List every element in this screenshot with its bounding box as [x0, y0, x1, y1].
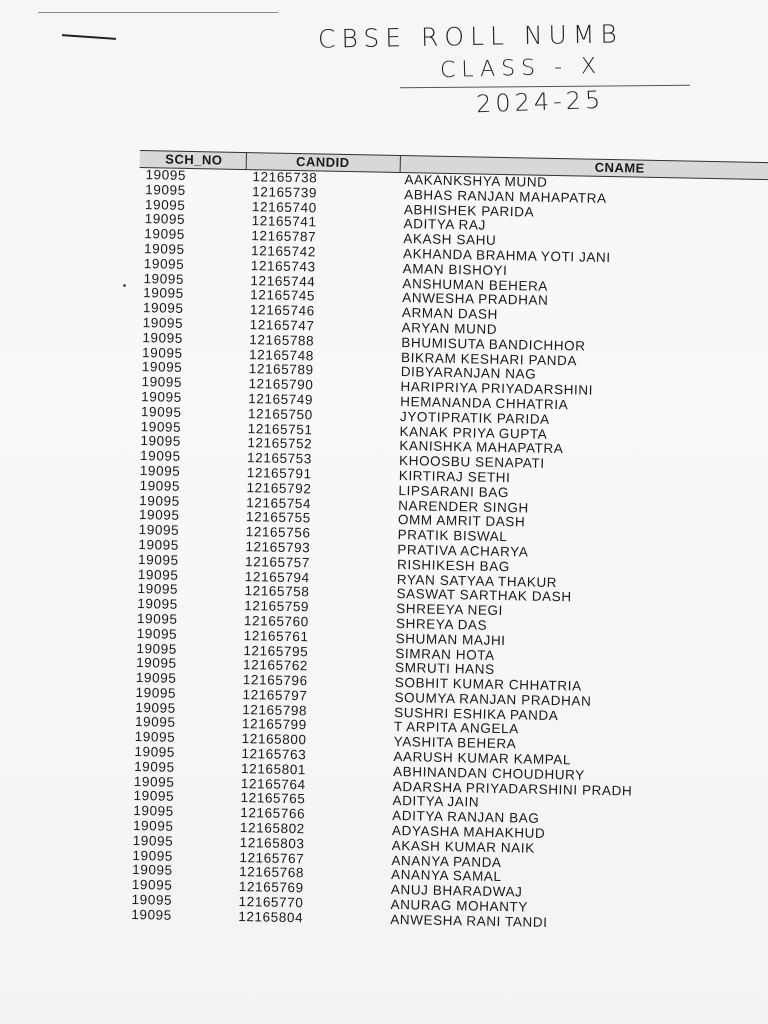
- cell-cname: PRATIK BISWAL: [397, 527, 508, 545]
- cell-cname: KANISHKA MAHAPATRA: [399, 438, 564, 457]
- cell-cname: SIMRAN HOTA: [395, 645, 495, 663]
- table-body: [125, 168, 768, 936]
- cell-sch-no: 19095: [141, 359, 183, 376]
- cell-candid: 12165764: [240, 775, 306, 792]
- cell-candid: 12165793: [245, 539, 311, 556]
- cell-candid: 12165760: [243, 612, 309, 630]
- cell-cname: JYOTIPRATIK PARIDA: [399, 408, 550, 427]
- cell-cname: ADARSHA PRIYADARSHINI PRADH: [392, 778, 633, 799]
- cell-candid: 12165799: [241, 716, 308, 733]
- roll-number-table: [125, 150, 768, 936]
- header-sch-no: SCH_NO: [142, 151, 247, 169]
- cell-cname: AARUSH KUMAR KAMPAL: [393, 749, 572, 768]
- cell-cname: HEMANANDA CHHATRIA: [400, 393, 569, 413]
- cell-sch-no: 19095: [131, 892, 173, 908]
- cell-cname: ANANYA SAMAL: [390, 867, 502, 885]
- cell-cname: KIRTIRAJ SETHI: [398, 467, 511, 486]
- cell-sch-no: 19095: [134, 758, 175, 775]
- handwritten-class: CLASS - X: [439, 53, 603, 84]
- handwritten-year: 2024-25: [475, 85, 605, 119]
- header-cname: CNAME: [594, 159, 645, 176]
- cell-candid: 12165740: [251, 198, 317, 215]
- cell-candid: 12165759: [244, 598, 310, 615]
- cell-sch-no: 19095: [132, 847, 174, 864]
- cell-sch-no: 19095: [140, 433, 182, 450]
- cell-candid: 12165739: [252, 183, 318, 201]
- cell-candid: 12165789: [248, 361, 314, 378]
- cell-sch-no: 19095: [131, 877, 173, 894]
- cell-cname: YASHITA BEHERA: [393, 734, 517, 752]
- cell-sch-no: 19095: [133, 803, 174, 820]
- cell-candid: 12165788: [249, 331, 315, 349]
- cell-sch-no: 19095: [136, 640, 178, 657]
- cell-cname: ANANYA PANDA: [391, 852, 502, 870]
- cell-cname: ANURAG MOHANTY: [390, 896, 529, 915]
- cell-sch-no: 19095: [137, 581, 179, 598]
- cell-sch-no: 19095: [132, 832, 174, 849]
- cell-sch-no: 19095: [145, 167, 187, 183]
- cell-sch-no: 19095: [135, 699, 176, 716]
- cell-cname: AKASH SAHU: [403, 231, 497, 249]
- cell-candid: 12165753: [246, 450, 313, 467]
- cell-cname: ARMAN DASH: [401, 305, 499, 323]
- cell-cname: ANWESHA RANI TANDI: [390, 911, 548, 930]
- cell-candid: 12165746: [249, 302, 315, 319]
- cell-sch-no: 19095: [137, 551, 179, 568]
- cell-cname: OMM AMRIT DASH: [397, 512, 526, 530]
- cell-cname: AAKANKSHYA MUND: [404, 172, 548, 190]
- cell-sch-no: 19095: [135, 684, 177, 701]
- cell-cname: RYAN SATYAA THAKUR: [396, 571, 558, 590]
- top-edge-line: [38, 12, 278, 13]
- cell-cname: SHUMAN MAJHI: [395, 630, 506, 648]
- cell-sch-no: 19095: [139, 448, 181, 464]
- cell-cname: BIKRAM KESHARI PANDA: [400, 349, 578, 368]
- cell-candid: 12165747: [249, 317, 315, 334]
- cell-sch-no: 19095: [138, 536, 180, 553]
- paper-speck: [123, 284, 126, 287]
- cell-cname: ADITYA JAIN: [392, 793, 480, 811]
- cell-sch-no: 19095: [134, 744, 176, 760]
- cell-sch-no: 19095: [134, 729, 176, 746]
- cell-candid: 12165751: [247, 420, 313, 437]
- cell-cname: AKASH KUMAR NAIK: [391, 837, 535, 856]
- cell-cname: SMRUTI HANS: [394, 660, 495, 678]
- cell-sch-no: 19095: [142, 315, 184, 331]
- cell-cname: SHREYA DAS: [395, 615, 488, 633]
- cell-sch-no: 19095: [144, 196, 186, 213]
- cell-candid: 12165768: [239, 864, 305, 881]
- cell-cname: ANUJ BHARADWAJ: [390, 882, 523, 900]
- cell-sch-no: 19095: [139, 492, 180, 509]
- handwritten-dash: [62, 34, 116, 40]
- cell-cname: NARENDER SINGH: [398, 497, 530, 516]
- cell-candid: 12165754: [246, 494, 312, 511]
- cell-sch-no: 19095: [138, 507, 180, 524]
- cell-candid: 12165748: [248, 346, 315, 363]
- cell-sch-no: 19095: [140, 418, 182, 435]
- cell-cname: AMAN BISHOYI: [402, 260, 508, 278]
- cell-sch-no: 19095: [135, 670, 177, 686]
- cell-candid: 12165755: [245, 509, 311, 526]
- cell-candid: 12165743: [250, 257, 316, 275]
- cell-cname: ABHAS RANJAN MAHAPATRA: [404, 186, 607, 206]
- cell-candid: 12165738: [252, 169, 318, 186]
- cell-candid: 12165795: [243, 642, 309, 659]
- cell-candid: 12165745: [250, 287, 316, 304]
- cell-cname: SHREEYA NEGI: [396, 601, 504, 619]
- cell-candid: 12165796: [242, 672, 308, 689]
- cell-sch-no: 19095: [140, 403, 182, 420]
- cell-candid: 12165767: [239, 849, 305, 866]
- cell-sch-no: 19095: [143, 255, 185, 272]
- cell-candid: 12165756: [245, 524, 311, 541]
- cell-cname: KHOOSBU SENAPATI: [398, 453, 545, 471]
- cell-sch-no: 19095: [136, 655, 177, 672]
- cell-candid: 12165803: [239, 834, 305, 852]
- cell-sch-no: 19095: [139, 477, 181, 494]
- cell-sch-no: 19095: [137, 596, 178, 612]
- cell-sch-no: 19095: [143, 285, 184, 302]
- cell-cname: RISHIKESH BAG: [396, 556, 511, 574]
- cell-candid: 12165752: [247, 435, 313, 452]
- cell-sch-no: 19095: [145, 181, 186, 198]
- cell-candid: 12165750: [247, 405, 313, 423]
- cell-candid: 12165800: [241, 731, 307, 748]
- cell-sch-no: 19095: [143, 241, 185, 257]
- cell-sch-no: 19095: [144, 226, 186, 243]
- cell-cname: ABHISHEK PARIDA: [403, 201, 535, 220]
- cell-cname: BHUMISUTA BANDICHHOR: [401, 334, 586, 354]
- cell-sch-no: 19095: [133, 773, 175, 790]
- cell-sch-no: 19095: [138, 522, 180, 538]
- cell-sch-no: 19095: [136, 610, 178, 627]
- cell-sch-no: 19095: [134, 714, 176, 731]
- cell-candid: 12165797: [242, 686, 308, 704]
- cell-candid: 12165804: [238, 908, 304, 926]
- cell-sch-no: 19095: [142, 329, 184, 346]
- handwritten-title: CBSE ROLL NUMB: [317, 19, 624, 54]
- cell-sch-no: 19095: [133, 788, 175, 805]
- cell-cname: SASWAT SARTHAK DASH: [396, 586, 572, 605]
- cell-candid: 12165763: [241, 746, 307, 763]
- cell-candid: 12165744: [250, 272, 316, 289]
- cell-cname: ABHINANDAN CHOUDHURY: [392, 763, 586, 783]
- cell-candid: 12165791: [246, 465, 312, 482]
- cell-candid: 12165794: [244, 568, 310, 585]
- cell-candid: 12165762: [242, 657, 309, 674]
- cell-cname: ARYAN MUND: [401, 320, 498, 337]
- cell-candid: 12165757: [244, 553, 311, 571]
- cell-candid: 12165769: [238, 879, 304, 896]
- cell-sch-no: 19095: [132, 862, 173, 879]
- cell-sch-no: 19095: [141, 389, 182, 405]
- cell-candid: 12165770: [238, 894, 304, 911]
- cell-candid: 12165802: [239, 820, 306, 837]
- cell-cname: AKHANDA BRAHMA YOTI JANI: [402, 246, 611, 266]
- cell-candid: 12165790: [248, 376, 314, 393]
- cell-candid: 12165761: [243, 627, 309, 645]
- cell-candid: 12165801: [241, 760, 307, 778]
- cell-candid: 12165765: [240, 790, 306, 807]
- cell-cname: SOUMYA RANJAN PRADHAN: [394, 689, 592, 709]
- cell-sch-no: 19095: [132, 818, 174, 834]
- cell-cname: SOBHIT KUMAR CHHATRIA: [394, 675, 582, 694]
- cell-cname: DIBYARANJAN NAG: [400, 364, 537, 383]
- cell-cname: ADITYA RANJAN BAG: [392, 808, 540, 827]
- cell-sch-no: 19095: [142, 300, 184, 317]
- cell-candid: 12165766: [240, 805, 306, 822]
- cell-sch-no: 19095: [139, 462, 181, 479]
- cell-cname: ANSHUMAN BEHERA: [402, 275, 549, 294]
- cell-sch-no: 19095: [141, 374, 183, 391]
- cell-cname: ADITYA RAJ: [403, 216, 487, 234]
- cell-sch-no: 19095: [137, 566, 179, 583]
- cell-cname: LIPSARANI BAG: [398, 482, 510, 500]
- cell-candid: 12165749: [248, 391, 314, 408]
- cell-cname: SUSHRI ESHIKA PANDA: [394, 704, 559, 723]
- cell-cname: PRATIVA ACHARYA: [397, 541, 529, 560]
- cell-sch-no: 19095: [141, 344, 183, 361]
- cell-cname: HARIPRIYA PRIYADARSHINI: [400, 379, 594, 398]
- cell-candid: 12165787: [251, 228, 317, 245]
- cell-sch-no: 19095: [143, 270, 185, 287]
- header-candid: CANDID: [246, 153, 401, 172]
- cell-sch-no: 19095: [131, 906, 173, 923]
- cell-candid: 12165741: [251, 213, 317, 230]
- cell-sch-no: 19095: [144, 211, 186, 228]
- cell-candid: 12165798: [242, 701, 308, 718]
- cell-cname: ADYASHA MAHAKHUD: [391, 823, 546, 841]
- cell-candid: 12165742: [250, 243, 317, 260]
- cell-candid: 12165758: [244, 583, 310, 600]
- cell-sch-no: 19095: [136, 625, 178, 642]
- cell-candid: 12165792: [246, 479, 312, 497]
- cell-cname: T ARPITA ANGELA: [393, 719, 519, 737]
- cell-cname: ANWESHA PRADHAN: [402, 290, 549, 309]
- cell-cname: KANAK PRIYA GUPTA: [399, 423, 548, 442]
